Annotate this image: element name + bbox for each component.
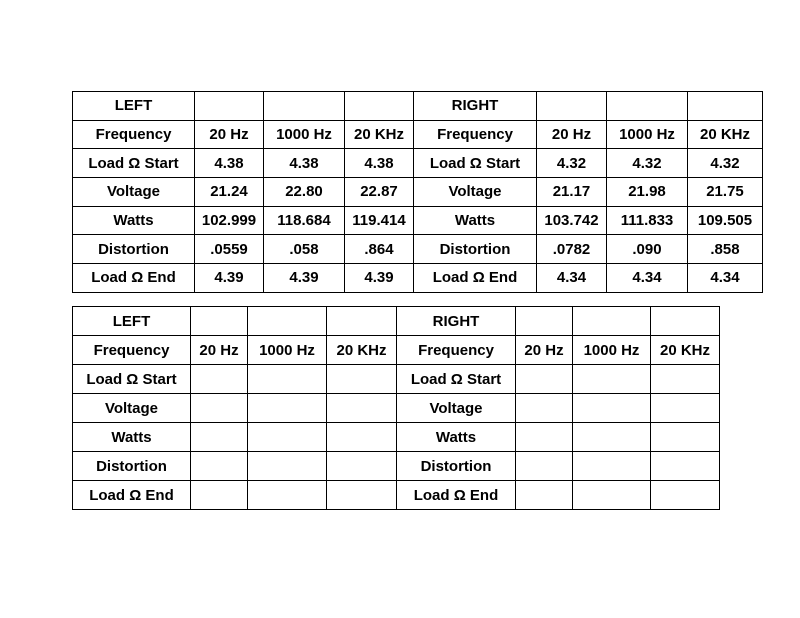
- value-cell: [327, 307, 397, 336]
- value-cell: 109.505: [688, 206, 763, 235]
- value-cell: [573, 452, 651, 481]
- measurement-table-blank: [72, 306, 720, 510]
- row-label-cell: Voltage: [397, 394, 516, 423]
- value-cell: 118.684: [264, 206, 345, 235]
- value-cell: .858: [688, 235, 763, 264]
- row-label-cell: Load Ω Start: [73, 149, 195, 178]
- value-cell: [651, 481, 720, 510]
- value-cell: [191, 307, 248, 336]
- value-cell: .0559: [195, 235, 264, 264]
- table-row: [73, 365, 720, 394]
- table-row: [73, 394, 720, 423]
- value-cell: [195, 92, 264, 121]
- channel-header-cell: LEFT: [73, 92, 195, 121]
- value-cell: [191, 365, 248, 394]
- frequency-header-cell: 1000 Hz: [607, 120, 688, 149]
- value-cell: [327, 423, 397, 452]
- value-cell: [516, 481, 573, 510]
- value-cell: [516, 423, 573, 452]
- row-label-cell: Voltage: [73, 394, 191, 423]
- value-cell: 4.38: [345, 149, 414, 178]
- value-cell: 4.32: [537, 149, 607, 178]
- value-cell: [345, 92, 414, 121]
- row-label-cell: Load Ω Start: [397, 365, 516, 394]
- table-row: [73, 452, 720, 481]
- row-label-cell: Voltage: [73, 178, 195, 207]
- value-cell: [248, 423, 327, 452]
- row-label-cell: Distortion: [397, 452, 516, 481]
- frequency-header-cell: 20 KHz: [327, 336, 397, 365]
- row-label-cell: Frequency: [73, 120, 195, 149]
- value-cell: 4.38: [195, 149, 264, 178]
- value-cell: 4.39: [195, 264, 264, 293]
- row-label-cell: Load Ω End: [414, 264, 537, 293]
- table-row: [73, 481, 720, 510]
- value-cell: [651, 452, 720, 481]
- value-cell: [651, 423, 720, 452]
- value-cell: [248, 481, 327, 510]
- table-row: [73, 92, 763, 121]
- value-cell: 22.80: [264, 178, 345, 207]
- value-cell: [651, 365, 720, 394]
- value-cell: [573, 394, 651, 423]
- value-cell: [607, 92, 688, 121]
- frequency-header-cell: 1000 Hz: [264, 120, 345, 149]
- row-label-cell: Load Ω End: [73, 481, 191, 510]
- value-cell: [651, 394, 720, 423]
- measurement-table-filled: [72, 91, 763, 293]
- channel-header-cell: RIGHT: [397, 307, 516, 336]
- row-label-cell: Frequency: [73, 336, 191, 365]
- row-label-cell: Load Ω End: [397, 481, 516, 510]
- value-cell: [248, 452, 327, 481]
- value-cell: [191, 394, 248, 423]
- table-row: [73, 120, 763, 149]
- value-cell: 21.24: [195, 178, 264, 207]
- value-cell: 4.39: [345, 264, 414, 293]
- value-cell: 111.833: [607, 206, 688, 235]
- frequency-header-cell: 20 Hz: [191, 336, 248, 365]
- value-cell: [191, 452, 248, 481]
- row-label-cell: Watts: [397, 423, 516, 452]
- value-cell: .058: [264, 235, 345, 264]
- value-cell: [573, 307, 651, 336]
- value-cell: [516, 365, 573, 394]
- frequency-header-cell: 20 KHz: [688, 120, 763, 149]
- value-cell: 4.39: [264, 264, 345, 293]
- value-cell: [264, 92, 345, 121]
- value-cell: [573, 481, 651, 510]
- value-cell: [248, 394, 327, 423]
- frequency-header-cell: 20 Hz: [195, 120, 264, 149]
- value-cell: 4.38: [264, 149, 345, 178]
- row-label-cell: Voltage: [414, 178, 537, 207]
- row-label-cell: Load Ω End: [73, 264, 195, 293]
- table-row: [73, 307, 720, 336]
- value-cell: [688, 92, 763, 121]
- value-cell: 21.98: [607, 178, 688, 207]
- value-cell: [327, 365, 397, 394]
- row-label-cell: Watts: [414, 206, 537, 235]
- frequency-header-cell: 1000 Hz: [248, 336, 327, 365]
- frequency-header-cell: 20 Hz: [537, 120, 607, 149]
- value-cell: 103.742: [537, 206, 607, 235]
- value-cell: 4.34: [537, 264, 607, 293]
- row-label-cell: Watts: [73, 206, 195, 235]
- value-cell: [248, 307, 327, 336]
- value-cell: [516, 452, 573, 481]
- table-row: [73, 336, 720, 365]
- value-cell: [191, 481, 248, 510]
- value-cell: [516, 307, 573, 336]
- value-cell: 4.32: [688, 149, 763, 178]
- value-cell: [651, 307, 720, 336]
- table-row: [73, 149, 763, 178]
- row-label-cell: Watts: [73, 423, 191, 452]
- channel-header-cell: RIGHT: [414, 92, 537, 121]
- value-cell: [573, 365, 651, 394]
- value-cell: .864: [345, 235, 414, 264]
- value-cell: 102.999: [195, 206, 264, 235]
- value-cell: .0782: [537, 235, 607, 264]
- value-cell: 4.32: [607, 149, 688, 178]
- frequency-header-cell: 20 KHz: [345, 120, 414, 149]
- value-cell: 22.87: [345, 178, 414, 207]
- channel-header-cell: LEFT: [73, 307, 191, 336]
- frequency-header-cell: 1000 Hz: [573, 336, 651, 365]
- frequency-header-cell: 20 Hz: [516, 336, 573, 365]
- value-cell: 4.34: [688, 264, 763, 293]
- table-row: [73, 178, 763, 207]
- table-row: [73, 235, 763, 264]
- value-cell: [327, 481, 397, 510]
- row-label-cell: Distortion: [73, 235, 195, 264]
- table-row: [73, 264, 763, 293]
- frequency-header-cell: 20 KHz: [651, 336, 720, 365]
- value-cell: 119.414: [345, 206, 414, 235]
- table-row: [73, 206, 763, 235]
- row-label-cell: Load Ω Start: [73, 365, 191, 394]
- value-cell: [573, 423, 651, 452]
- row-label-cell: Distortion: [73, 452, 191, 481]
- value-cell: [191, 423, 248, 452]
- value-cell: 4.34: [607, 264, 688, 293]
- row-label-cell: Frequency: [414, 120, 537, 149]
- value-cell: 21.17: [537, 178, 607, 207]
- row-label-cell: Load Ω Start: [414, 149, 537, 178]
- value-cell: [327, 394, 397, 423]
- value-cell: .090: [607, 235, 688, 264]
- row-label-cell: Frequency: [397, 336, 516, 365]
- row-label-cell: Distortion: [414, 235, 537, 264]
- value-cell: 21.75: [688, 178, 763, 207]
- value-cell: [248, 365, 327, 394]
- value-cell: [516, 394, 573, 423]
- value-cell: [537, 92, 607, 121]
- value-cell: [327, 452, 397, 481]
- table-row: [73, 423, 720, 452]
